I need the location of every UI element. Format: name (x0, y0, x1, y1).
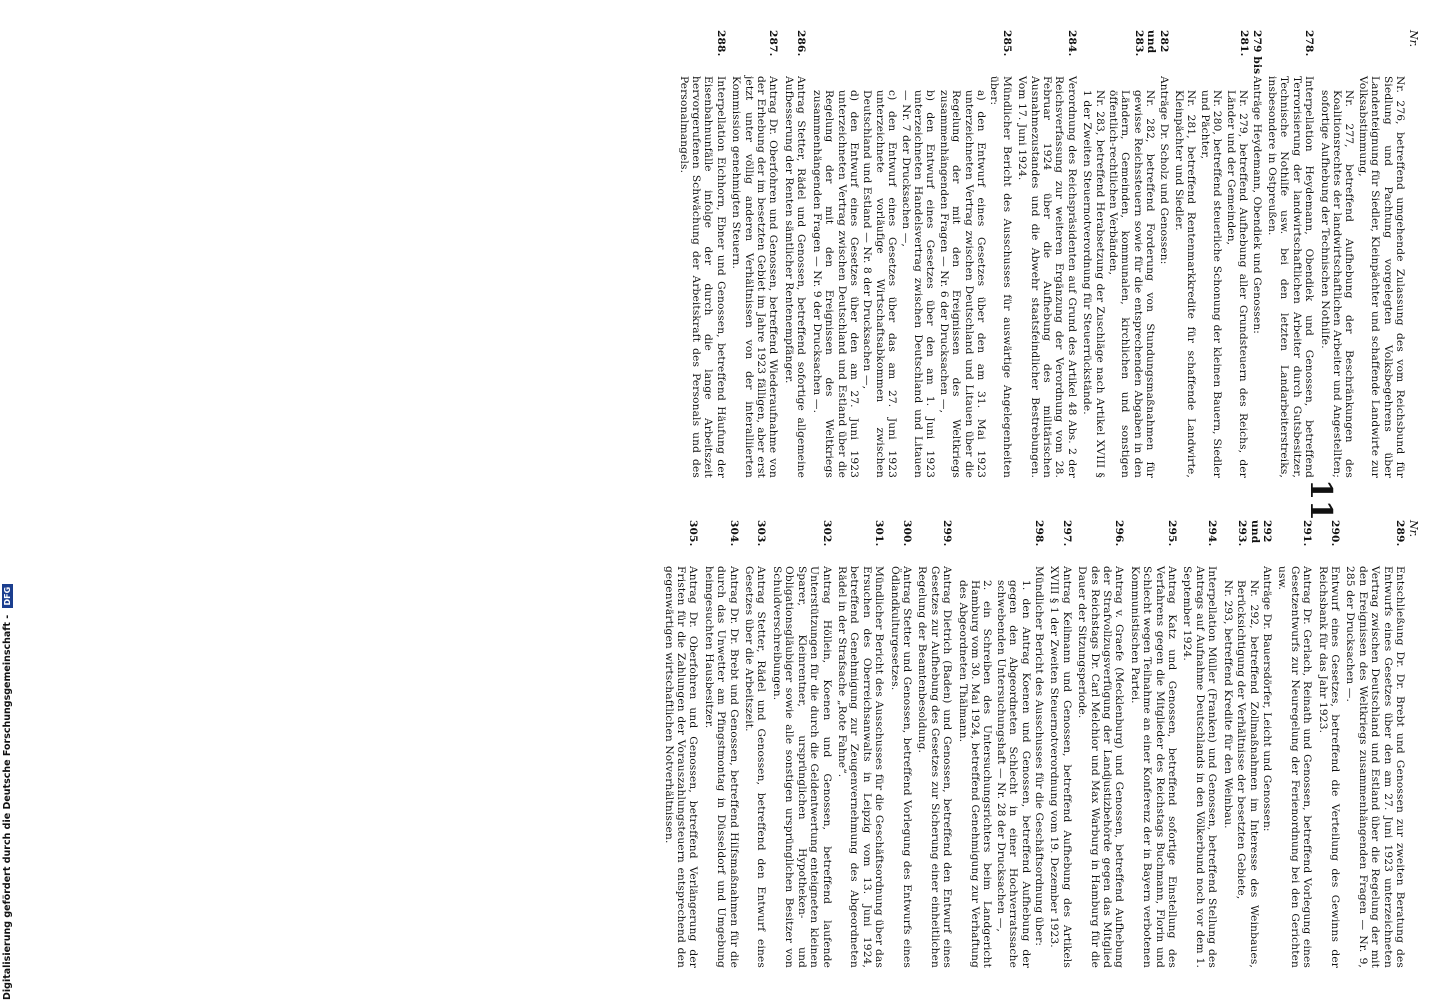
agenda-entry (1344, 520, 1406, 968)
dfg-logo: DFG (2, 584, 13, 609)
agenda-entry (836, 520, 886, 968)
entry-subitem: a) den Entwurf eines Gesetzes über den am 31. Mai 1923 unterzeichneten Vertrag zwischen Deutschland und Litauen über die Regelung der mit den Ereignissen des Weltkriegs zusammenhängenden Fragen — Nr. 6 der Drucksachen —, (937, 90, 987, 478)
entry-number: 295. (1166, 520, 1179, 547)
entry-text: Antrag Dr. Oberfohren und Genossen, betreffend Wiederaufnahme von der Erhebung der im besetzten Gebiet im Jahre 1923 fälligen, aber erst jetzt unter völlig anderen Verhältnissen von der interalliierten Kommission genehmigten Steuern. (730, 76, 780, 478)
entry-text: Interpellation Eichhorn, Ebner und Genossen, betreffend Häufung der Eisenbahnunfälle infolge der durch die lange Arbeitszeit hervorgerufenen Schwächung der Arbeitskraft des Personals und des Personalmangels. (677, 76, 727, 478)
page-number: 11 (1303, 479, 1338, 521)
entry-number: 284. (1065, 30, 1078, 57)
entry-number: 278. (1303, 30, 1316, 57)
entry-number: 287. (767, 30, 780, 57)
entry-number: 296. (1113, 520, 1126, 547)
entry-subitem: 1. den Antrag Koenen und Genossen, betreffend Aufhebung der gegen den Abgeordneten Schlecht in einer Hochverratssache schwebenden Untersuchungshaft — Nr. 28 der Drucksachen —, (994, 580, 1032, 968)
entry-text: Antrag Stetter und Genossen, betreffend Vorlegung des Entwurfs eines Ödlandkulturgesetzes. (888, 566, 913, 968)
entry-text: Antrag Dr. Dr. Brebt und Genossen, betreffend Hilfsmaßnahmen für die durch das Unwetter am Pfingstmontag in Düsseldorf und Umgebung heimgesuchten Hausbesitzer. (702, 566, 740, 968)
entry-subitem: Nr. 279, betreffend Aufhebung aller Grundsteuern des Reichs, der Länder und der Gemeinden, (1224, 90, 1250, 478)
footer-credit-text: Digitalisierung gefördert durch die Deutsche Forschungsgemeinschaft - (2, 614, 13, 1000)
entry-text: Entwurf eines Gesetzes, betreffend die Verteilung des Gewinns der Reichsbank für das Jahr 1923. (1316, 566, 1341, 968)
entry-subitem: Nr. 293, betreffend Kredite für den Weinbau. (1221, 580, 1234, 829)
entry-text: Antrag v. Graefe (Mecklenburg) und Genossen, betreffend Aufhebung der Strafvollzugsverfügung der Landjustizbehörde gegen das Mitglied des Reichstags Dr. Carl Melchior und Max Warburg in Hamburg für die Dauer der Sitzungsperiode. (1076, 566, 1126, 968)
entry-text: Verordnung des Reichspräsidenten auf Grund des Artikel 48 Abs. 2 der Reichsverfassung zur weiteren Ergänzung der Verordnung vom 28. Februar 1924 über die Aufhebung des militärischen Ausnahmezustandes und die Abwehr staatsfeindlicher Bestrebungen. Vom 17. Juni 1924. (1016, 76, 1078, 478)
agenda-entry (1276, 520, 1313, 968)
entry-text: Mündlicher Bericht des Ausschusses für die Geschäftsordnung über: (1033, 566, 1046, 947)
agenda-entry (1081, 30, 1170, 478)
entry-number: 302. (820, 520, 833, 547)
entry-text: Interpellation Heydemann, Obendiek und Genossen, betreffend Terrorisierung der landwirtschaftlichen Arbeiter durch Gutsbesitzer, Technische Nothilfe usw. bei den letzten Landarbeiterstreiks, insbesondere in Ostpreußen. (1265, 76, 1316, 478)
entry-number: 290. (1328, 520, 1341, 547)
entry-text: Entschließung Dr. Dr. Brebt und Genossen zur zweiten Beratung des Entwurfs eines Gesetzes über den am 27. Juni 1923 unterzeichneten Vertrag zwischen Deutschland und Estland über die Regelung der mit den Ereignissen des Weltkriegs zusammenhängenden Fragen — Nr. 9, 285 der Drucksachen —. (1344, 566, 1406, 968)
entry-text: Antrag Keilmann und Genossen, betreffend Aufhebung des Artikels XVIII § 1 der Zweiten Steuernotverordnung vom 19. Dezember 1923. (1048, 566, 1073, 968)
entry-number: 304. (727, 520, 740, 547)
agenda-entry (702, 520, 739, 968)
entry-number: 285. (1000, 30, 1013, 57)
entry-number: 297. (1060, 520, 1073, 547)
entry-subitem: Nr. 281, betreffend Rentenmarkkredite für schaffende Landwirte, Kleinpächter und Siedler. (1173, 90, 1198, 478)
entry-number: 279 bis 281. (1238, 30, 1263, 75)
entry-text: Antrag Stetter, Rädel und Genossen, betreffend sofortige allgemeine Aufbesserung der Renten sämtlicher Rentenempfänger. (782, 76, 808, 478)
entry-number: 292 und 293. (1236, 520, 1273, 547)
entry-subitem: Nr. 292, betreffend Zollmaßnahmen im Interesse des Weinbaues, Berücksichtigung der Verhältnisse der besetzten Gebiete, (1235, 580, 1260, 968)
agenda-entry (677, 30, 727, 478)
entry-text: Interpellation Müller (Franken) und Genossen, betreffend Stellung des Antrags auf Aufnahme Deutschlands in den Völkerbund noch vor dem 1. September 1924. (1181, 566, 1219, 968)
entry-text: Anträge Heydemann, Obendiek und Genossen: (1250, 76, 1263, 335)
entry-subitem: Nr. 280, betreffend steuerliche Schonung der kleinen Bauern, Siedler und Pächter, (1198, 90, 1224, 478)
agenda-entry (1016, 30, 1078, 478)
entry-number: 289. (1394, 520, 1406, 547)
entry-text: Antrag Dr. Gerlach, Reinath und Genossen, betreffend Vorlegung eines Gesetzentwurfs zur Neuregelung der Ferienordnung bei den Gerichten usw. (1276, 566, 1314, 968)
agenda-entry (1316, 520, 1341, 968)
entry-text: Antrag Dietrich (Baden) und Genossen, betreffend den Entwurf eines Gesetzes zur Aufhebung des Gesetzes zur Sicherung einer einheitlichen Regelung der Beamtenbesoldung. (916, 566, 954, 968)
entry-subitem: 2. ein Schreiben des Untersuchungsrichters beim Landgericht Hamburg vom 30. Mai 1924, betreffend Genehmigung zur Verhaftung des Abgeordneten Thälmann. (956, 580, 994, 968)
agenda-entry (1181, 520, 1218, 968)
entry-text: Anträge Dr. Bauersdörfer, Leicht und Genossen: (1260, 566, 1273, 832)
entry-text: Nr. 276, betreffend umgehende Zulassung des vom Reichsbund für Siedlung und Pachtung vorgelegten Volksbegehrens über Landenteignung für Siedler, Kleinpächter und schaffende Landwirte zur Volksabstimmung, (1356, 76, 1406, 478)
entry-number: 299. (941, 520, 954, 547)
agenda-entry (662, 520, 699, 968)
agenda-entry (1048, 520, 1073, 968)
entry-text: Antrag Katz und Genossen, betreffend sofortige Einstellung des Verfahrens gegen die Mitglieder des Reichstags Buchmann, Florin und Schlecht wegen Teilnahme an einer Konferenz der in Bayern verbotenen Kommunistischen Partei. (1128, 566, 1179, 968)
entry-subitem: Nr. 282, betreffend Forderung von Stundungsmaßnahmen für gewisse Reichssteuern sowie für die entsprechenden Abgaben in den Ländern, Gemeinden, kommunalen, kirchlichen und sonstigen öffentlich-rechtlichen Verbänden, (1107, 90, 1157, 478)
entry-number: 303. (755, 520, 768, 547)
entry-subitem: d) den Entwurf eines Gesetzes über den am 27. Juni 1923 unterzeichneten Vertrag zwischen Deutschland und Estland über die Regelung der mit den Ereignissen des Weltkriegs zusammenhängenden Fragen — Nr. 9 der Drucksachen —. (810, 90, 860, 478)
agenda-entry (1076, 520, 1126, 968)
agenda-entry (1266, 30, 1316, 478)
agenda-entry (771, 520, 833, 968)
right-column-heading: Nr. (1407, 520, 1420, 538)
agenda-entry (956, 520, 1045, 968)
agenda-entry (783, 30, 808, 478)
entry-number: 286. (795, 30, 808, 57)
agenda-entry (743, 520, 768, 968)
right-column (659, 520, 1406, 968)
agenda-entry (916, 520, 953, 968)
entry-number: 294. (1206, 520, 1219, 547)
entry-number: 282 und 283. (1132, 30, 1170, 57)
entry-subitem: b) den Entwurf eines Gesetzes über den am 1. Juni 1923 unterzeichneten Handelsvertrag zwischen Deutschland und Litauen — Nr. 7 der Drucksachen —, (899, 90, 937, 478)
entry-number (1318, 30, 1406, 76)
entry-text: Mündlicher Bericht des Ausschusses für die Geschäftsordnung über das Ersuchen des Oberreichsanwalts in Leipzig vom 13. Juni 1924, betreffend Genehmigung zur Zeugenvernehmung des Abgeordneten Rädel in der Strafsache „Rote Fahne“. (835, 566, 886, 968)
entry-subitem: Nr. 277, betreffend Aufhebung der Beschränkungen des Koalitionsrechtes der landwirtschaftlichen Arbeiter und Angestellten; sofortige Aufhebung der Technischen Nothilfe. (1318, 90, 1356, 478)
entry-number: 291. (1301, 520, 1314, 547)
entry-number: 305. (687, 520, 700, 547)
agenda-entry (810, 30, 1013, 478)
left-column-heading: Nr. (1407, 30, 1420, 48)
entry-number: 298. (1033, 520, 1046, 547)
entry-number: 288. (714, 30, 727, 57)
entry-number: 301. (873, 520, 886, 547)
entry-text: Antrag Höllein, Koenen und Genossen, betreffend laufende Unterstützungen für die durch die Geldentwertung enteigneten kleinen Sparer, Kleinrentner, ursprünglichen Hypotheken- und Obligationsgläubiger sowie alle sonstigen ursprünglichen Besitzer von Schuldverschreibungen. (770, 566, 833, 968)
agenda-entry (1221, 520, 1273, 968)
agenda-entry (1173, 30, 1263, 478)
entry-text: Anträge Dr. Scholz und Genossen: (1157, 76, 1170, 265)
agenda-entry (888, 520, 913, 968)
agenda-entry (1128, 520, 1178, 968)
left-column (674, 30, 1406, 478)
entry-subitem: Nr. 283, betreffend Herabsetzung der Zuschläge nach Artikel XVIII § 1 der Zweiten Steuernotverordnung für Steuerrückstände. (1081, 90, 1106, 478)
agenda-entry (730, 30, 780, 478)
entry-subitem: c) den Entwurf eines Gesetzes über das am 27. Juni 1923 unterzeichnete vorläufige Wirtschaftsabkommen zwischen Deutschland und Estland — Nr. 8 der Drucksachen —, (861, 90, 899, 478)
entry-text: Mündlicher Bericht des Ausschusses für auswärtige Angelegenheiten über: (988, 76, 1013, 478)
agenda-entry (1318, 30, 1406, 478)
entry-text: Antrag Dr. Oberfohren und Genossen, betreffend Verlängerung der Fristen für die Zahlungen der Vorauszahlungsteuern entsprechend den gegenwärtigen wirtschaftlichen Notverhältnissen. (662, 566, 700, 968)
entry-number: 300. (900, 520, 913, 547)
entry-text: Antrag Stetter, Rädel und Genossen, betreffend den Entwurf eines Gesetzes über die Arbeitszeit. (743, 566, 768, 968)
footer-credit (0, 0, 14, 1000)
